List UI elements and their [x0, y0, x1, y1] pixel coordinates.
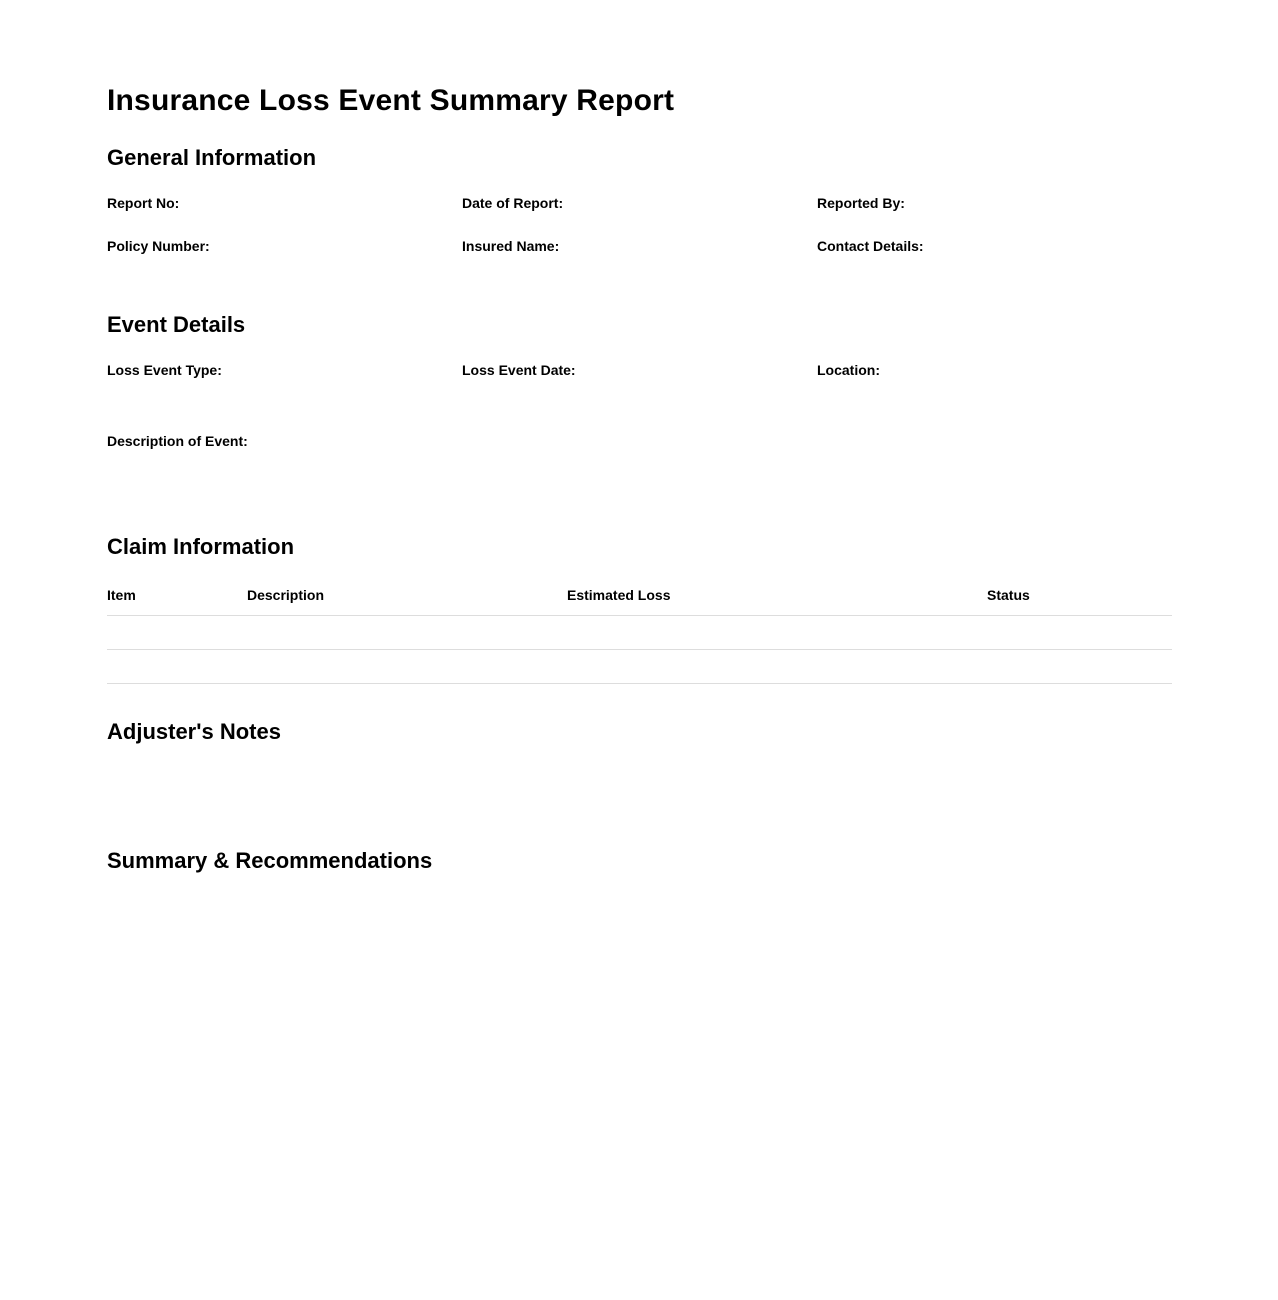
- field-label-contact-details: Contact Details:: [817, 238, 924, 254]
- field-label-loss-event-date: Loss Event Date:: [462, 362, 576, 378]
- field-label-insured-name: Insured Name:: [462, 238, 560, 254]
- event-details-heading: Event Details: [107, 312, 246, 337]
- table-cell: [107, 616, 247, 650]
- adjusters-notes-heading: Adjuster's Notes: [107, 719, 281, 744]
- section-claim-information: [107, 534, 1172, 684]
- table-cell: [987, 650, 1172, 684]
- summary-recommendations-heading: Summary & Recommendations: [107, 848, 433, 873]
- field-label-loss-event-type: Loss Event Type:: [107, 362, 222, 378]
- column-header-item: Item: [107, 587, 247, 616]
- column-header-description: Description: [247, 587, 567, 616]
- section-summary-recommendations: [107, 848, 1172, 874]
- table-cell: [107, 650, 247, 684]
- section-event-details: [107, 312, 1172, 449]
- field-label-description-of-event: Description of Event:: [107, 433, 248, 449]
- table-row: [107, 616, 1172, 650]
- general-information-heading: General Information: [107, 145, 317, 170]
- claim-table: [107, 587, 1172, 684]
- section-adjusters-notes: [107, 719, 1172, 745]
- table-cell: [567, 650, 987, 684]
- column-header-estimated-loss: Estimated Loss: [567, 587, 987, 616]
- general-information-fields: [107, 195, 1172, 254]
- claim-table-header-row: [107, 587, 1172, 616]
- field-label-report-no: Report No:: [107, 195, 180, 211]
- section-general-information: [107, 145, 1172, 254]
- event-details-fields: [107, 362, 1172, 378]
- table-cell: [247, 616, 567, 650]
- field-label-reported-by: Reported By:: [817, 195, 905, 211]
- field-label-location: Location:: [817, 362, 880, 378]
- column-header-status: Status: [987, 587, 1172, 616]
- table-row: [107, 650, 1172, 684]
- field-label-policy-number: Policy Number:: [107, 238, 210, 254]
- table-cell: [247, 650, 567, 684]
- claim-information-heading: Claim Information: [107, 534, 295, 559]
- table-cell: [567, 616, 987, 650]
- table-cell: [987, 616, 1172, 650]
- page-title: Insurance Loss Event Summary Report: [107, 84, 675, 117]
- field-label-date-of-report: Date of Report:: [462, 195, 564, 211]
